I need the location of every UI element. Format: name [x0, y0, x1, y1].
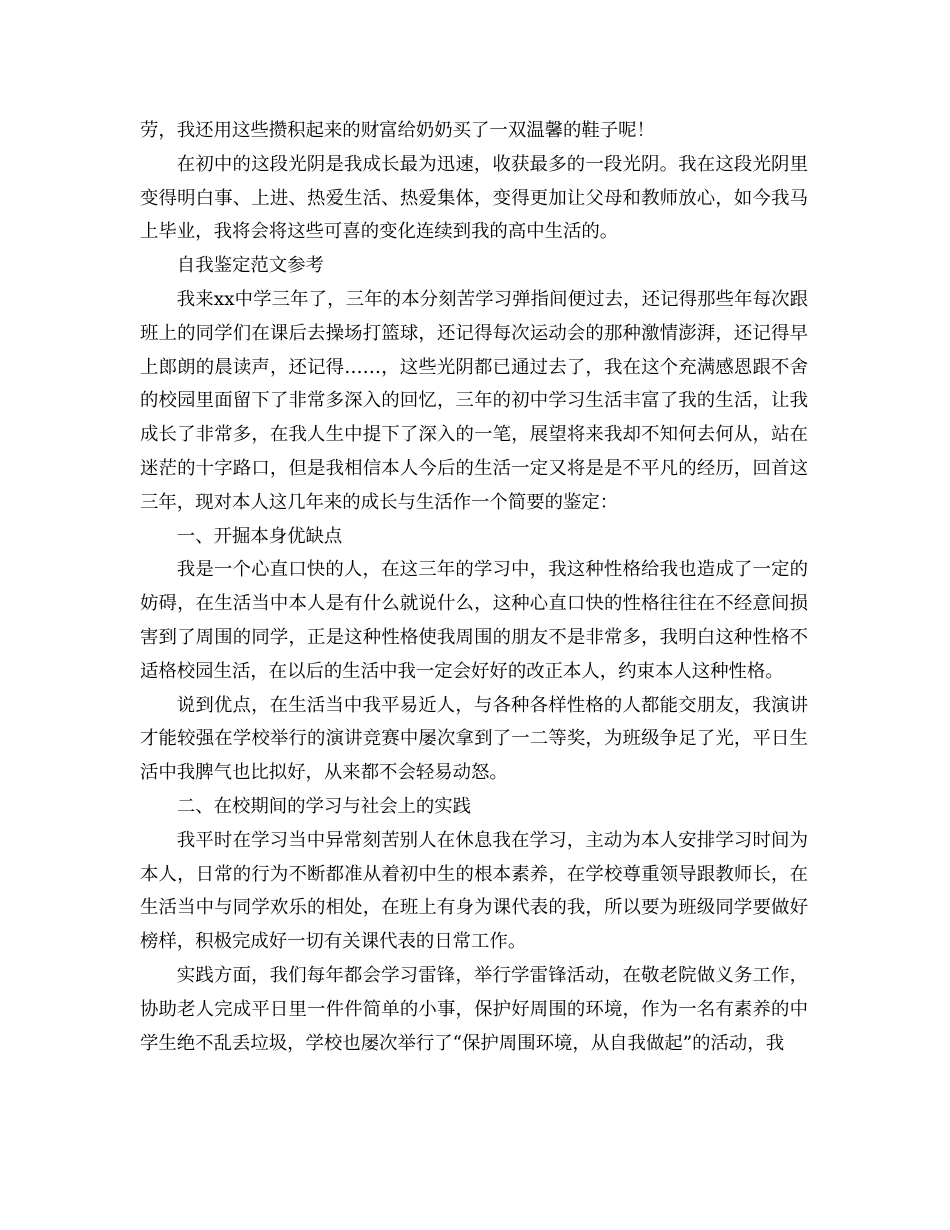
paragraph-intro: 我来xx中学三年了，三年的本分刻苦学习弹指间便过去，还记得那些年每次跟班上的同学们在课后去操场打篮球，还记得每次运动会的那种激情澎湃，还记得早上郎朗的晨读声，还记得……，这些光阴都已通过去了，我在这个充满感恩跟不舍的校园里面留下了非常多深入的回忆，三年的初中学习生活丰富了我的生活，让我成长了非常多，在我人生中提下了深入的一笔，展望将来我却不知何去何从，站在迷茫的十字路口，但是我相信本人今后的生活一定又将是是不平凡的经历，回首这三年，现对本人这几年来的成长与生活作一个简要的鉴定：	[140, 288, 808, 513]
paragraph-practice: 实践方面，我们每年都会学习雷锋，举行学雷锋活动，在敬老院做义务工作，协助老人完成平日里一件件简单的小事，保护好周围的环境，作为一名有素养的中学生绝不乱丢垃圾，学校也屡次举行了“保护周围环境，从自我做起”的活动，我	[140, 964, 808, 1054]
section-heading-strengths-weaknesses: 一、开掘本身优缺点	[176, 525, 343, 547]
paragraph-continued: 劳，我还用这些攒积起来的财富给奶奶买了一双温馨的鞋子呢！	[140, 120, 655, 141]
section-heading-self-appraisal: 自我鉴定范文参考	[176, 255, 324, 277]
section-heading-study-practice: 二、在校期间的学习与社会上的实践	[176, 795, 472, 817]
paragraph-weaknesses: 我是一个心直口快的人，在这三年的学习中，我这种性格给我也造成了一定的妨碍，在生活当中本人是有什么就说什么，这种心直口快的性格往往在不经意间损害到了周围的同学，正是这种性格使我周围的朋友不是非常多，我明白这种性格不适格校园生活，在以后的生活中我一定会好好的改正本人，约束本人这种性格。	[140, 559, 808, 682]
paragraph-strengths: 说到优点，在生活当中我平易近人，与各种各样性格的人都能交朋友，我演讲才能较强在学校举行的演讲竞赛中屡次拿到了一二等奖，为班级争足了光，平日生活中我脾气也比拟好，从来都不会轻易动怒。	[140, 694, 808, 784]
paragraph-growth-summary: 在初中的这段光阴是我成长最为迅速，收获最多的一段光阴。我在这段光阴里变得明白事、上进、热爱生活、热爱集体，变得更加让父母和教师放心，如今我马上毕业，我将会将这些可喜的变化连续到我的高中生活的。	[140, 153, 808, 243]
document-body	[140, 114, 808, 1060]
paragraph-study: 我平时在学习当中异常刻苦别人在休息我在学习，主动为本人安排学习时间为本人，日常的行为不断都准从着初中生的根本素养，在学校尊重领导跟教师长，在生活当中与同学欢乐的相处，在班上有身为课代表的我，所以要为班级同学要做好榜样，积极完成好一切有关课代表的日常工作。	[140, 829, 808, 953]
